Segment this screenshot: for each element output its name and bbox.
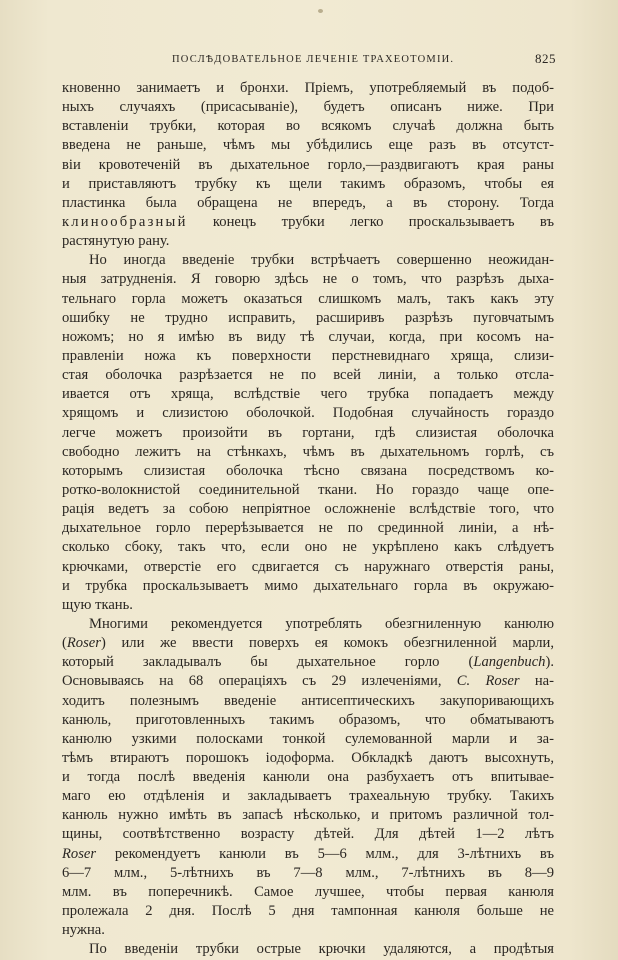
paper-stain — [318, 9, 323, 13]
text-line — [62, 290, 554, 309]
italic-name: Roser — [66, 635, 101, 652]
line-segment: ). — [545, 654, 554, 671]
line-segment: легче можетъ произойти въ гортани, гдѣ слизистая оболочка — [62, 424, 554, 441]
running-title: ПОСЛѢДОВАТЕЛЬНОЕ ЛЕЧЕНІЕ ТРАХЕОТОМІИ. — [172, 54, 455, 65]
text-line — [62, 749, 554, 768]
line-segment: рекомендуетъ канюли въ 5—6 млм., для 3-лѣтнихъ въ — [96, 845, 554, 862]
line-segment: кновенно занимаетъ и бронхи. Пріемъ, употребляемый въ подоб- — [62, 80, 554, 96]
text-line — [62, 692, 554, 711]
line-segment: тельнаго горла можетъ оказаться слишкомъ малъ, такъ какъ эту — [62, 290, 554, 307]
text-line — [62, 175, 554, 194]
spaced-word: клинообразный — [62, 213, 188, 230]
line-segment: ходитъ полезнымъ введеніе антисептическихъ закупоривающихъ — [62, 692, 554, 709]
text-line — [62, 481, 554, 500]
text-line — [62, 806, 554, 825]
line-segment: и трубка проскальзываетъ мимо дыхательнаго горла въ окружаю- — [62, 577, 554, 594]
line-segment: правленіи ножа къ поверхности перстневиднаго хряща, слизи- — [62, 347, 554, 364]
text-line — [62, 270, 554, 289]
line-segment: стая оболочка разрѣзается не по всей линіи, а только отсла- — [62, 367, 554, 384]
line-segment: щую ткань. — [62, 596, 133, 613]
line-segment: пролежала 2 дня. Послѣ 5 дня тампонная канюля больше не — [62, 903, 554, 920]
line-segment: дыхательное горло перерѣзывается не по срединной линіи, а нѣ- — [62, 520, 554, 537]
line-segment: нужна. — [62, 922, 105, 939]
line-segment: Но иногда введеніе трубки встрѣчаетъ совершенно неожидан- — [89, 252, 554, 269]
text-line — [62, 921, 554, 940]
text-line — [62, 117, 554, 136]
text-line — [62, 404, 554, 423]
line-segment: Многими рекомендуется употреблять обезгниленную канюлю — [89, 615, 554, 632]
text-line — [62, 347, 554, 366]
text-line — [62, 902, 554, 921]
line-segment: віи кровотеченій въ дыхательное горло,—раздвигаютъ края раны — [62, 156, 554, 173]
line-segment: ныя затрудненія. Я говорю здѣсь не о томъ, что разрѣзъ дыха- — [62, 271, 554, 288]
line-segment: ошибку не трудно исправить, расширивъ разрѣзъ пуговчатымъ — [62, 309, 554, 326]
text-line — [62, 768, 554, 787]
body-text — [62, 79, 554, 959]
line-segment: тѣмъ втираютъ порошокъ іодоформа. Обкладкѣ даютъ высохнуть, — [62, 749, 554, 766]
line-segment: канюль нужно имѣть въ запасѣ нѣсколько, и притомъ различной тол- — [62, 807, 554, 824]
italic-name: C. Roser — [456, 673, 520, 690]
line-segment: на- — [519, 673, 555, 690]
text-line — [62, 634, 554, 653]
text-line — [62, 940, 554, 959]
text-line — [62, 538, 554, 557]
text-line — [62, 366, 554, 385]
line-segment: и тогда послѣ введенія канюли она разбухаетъ отъ впитывае- — [62, 769, 554, 786]
text-line — [62, 672, 554, 691]
line-segment: По введеніи трубки острые крючки удаляются, а продѣтыя — [89, 941, 554, 958]
text-line — [62, 730, 554, 749]
line-segment: ) или же ввести поверхъ ея комокъ обезгниленной марли, — [100, 635, 554, 652]
text-line — [62, 596, 554, 615]
line-segment: и приставляютъ трубку къ щели такимъ образомъ, чтобы ея — [62, 175, 554, 192]
line-segment: пластинка была обращена не впередъ, а въ сторону. Тогда — [62, 194, 554, 211]
text-line — [62, 711, 554, 730]
line-segment: канюлю узкими полосками тонкой сулемованной марли и за- — [62, 730, 554, 747]
text-line — [62, 328, 554, 347]
text-line — [62, 443, 554, 462]
line-segment: сколько сбоку, такъ что, если оно не укрѣплено какъ слѣдуетъ — [62, 539, 554, 556]
text-line — [62, 424, 554, 443]
text-line — [62, 251, 554, 270]
text-line — [62, 558, 554, 577]
text-line — [62, 385, 554, 404]
line-segment: Основываясь на 68 операціяхъ съ 29 излеченіями, — [62, 673, 457, 690]
text-line — [62, 787, 554, 806]
text-line — [62, 864, 554, 883]
line-segment: канюль, приготовленныхъ такимъ образомъ, что обматываютъ — [62, 711, 554, 728]
line-segment: ныхъ случаяхъ (присасываніе), будетъ описанъ ниже. При — [62, 99, 554, 116]
line-segment: ножомъ; но я имѣю въ виду тѣ случаи, когда, при косомъ на- — [62, 328, 554, 345]
text-line — [62, 577, 554, 596]
line-segment: млм. въ поперечникѣ. Самое лучшее, чтобы первая канюля — [62, 883, 554, 900]
line-segment: который закладывалъ бы дыхательное горло ( — [62, 654, 474, 671]
line-segment: вставленіи трубки, которая во всякомъ случаѣ должна быть — [62, 118, 554, 135]
line-segment: крючками, отверстіе его сдвигается съ наружнаго отверстія раны, — [62, 558, 554, 575]
text-line — [62, 213, 554, 232]
text-line — [62, 653, 554, 672]
text-line — [62, 462, 554, 481]
text-line — [62, 309, 554, 328]
text-line — [62, 232, 554, 251]
text-line — [62, 500, 554, 519]
text-line — [62, 883, 554, 902]
running-header — [62, 50, 556, 70]
line-segment: введена не раньше, чѣмъ мы убѣдились еще разъ въ отсутст- — [62, 137, 554, 154]
line-segment: маго ею отдѣленія и закладываетъ трахеальную трубку. Такихъ — [62, 788, 554, 805]
page-number: 825 — [535, 51, 556, 66]
text-line — [62, 615, 554, 634]
text-line — [62, 194, 554, 213]
line-segment: ротко-волокнистой соединительной ткани. Но гораздо чаще опе- — [62, 481, 554, 498]
line-segment: которымъ слизистая оболочка тѣсно связана посредствомъ ко- — [62, 462, 554, 479]
line-segment: ( — [62, 635, 67, 652]
line-segment: свободно лежитъ на стѣнкахъ, чѣмъ въ дыхательномъ горлѣ, съ — [62, 443, 554, 460]
line-segment: ивается отъ хряща, вслѣдствіе чего трубка попадаетъ между — [62, 386, 554, 403]
line-segment: рація ведетъ за собою непріятное осложненіе вслѣдствіе того, что — [62, 501, 554, 518]
line-segment: конецъ трубки легко проскальзываетъ въ — [187, 213, 554, 230]
text-line — [62, 98, 554, 117]
text-line — [62, 156, 554, 175]
line-segment: хрящомъ и слизистою оболочкой. Подобная случайность гораздо — [62, 405, 554, 422]
line-segment: щины, соотвѣтственно возрасту дѣтей. Для дѣтей 1—2 лѣтъ — [62, 826, 554, 843]
text-line — [62, 79, 554, 98]
italic-name: Roser — [62, 845, 97, 862]
text-line — [62, 136, 554, 155]
text-line — [62, 845, 554, 864]
italic-name: Langenbuch — [473, 654, 546, 671]
line-segment: растянутую рану. — [62, 233, 170, 250]
text-line — [62, 519, 554, 538]
text-line — [62, 825, 554, 844]
line-segment: 6—7 млм., 5-лѣтнихъ въ 7—8 млм., 7-лѣтнихъ въ 8—9 — [62, 864, 554, 881]
